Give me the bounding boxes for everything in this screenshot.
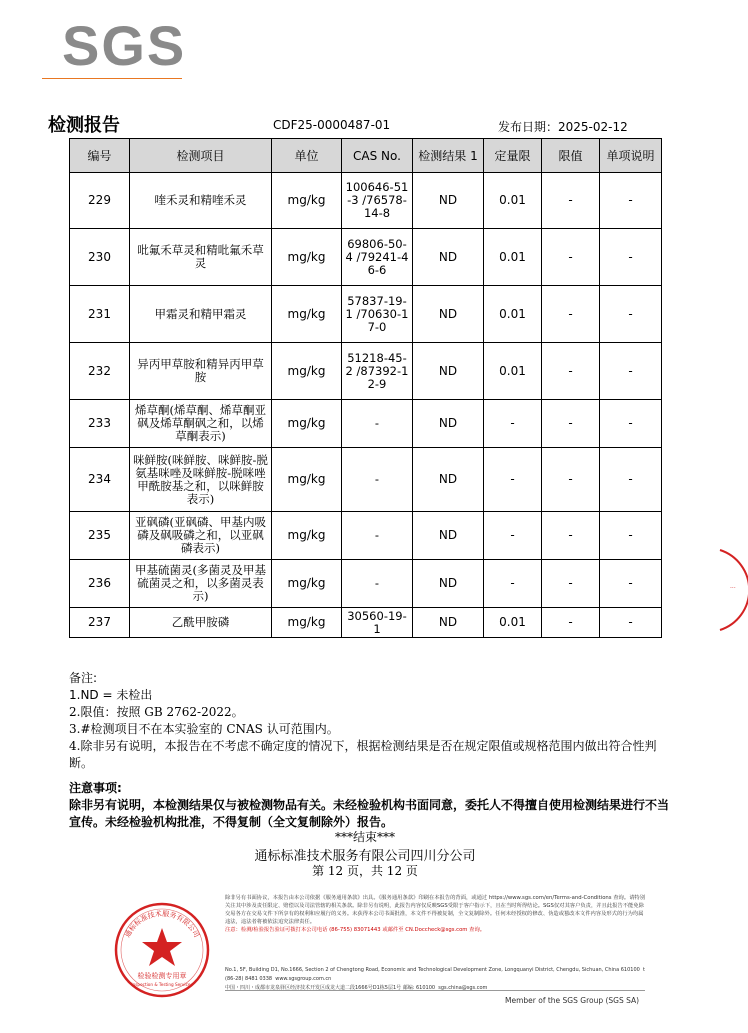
col-header-loq: 定量限 bbox=[484, 139, 542, 173]
cell-limit: - bbox=[542, 229, 600, 286]
cell-no: 233 bbox=[70, 400, 130, 448]
tel: t (86-28) 8481 0338 bbox=[225, 967, 645, 982]
cell-cas: - bbox=[342, 448, 413, 512]
table-header-row bbox=[70, 139, 662, 173]
cell-limit: - bbox=[542, 608, 600, 638]
cell-cas: 30560-19-1 bbox=[342, 608, 413, 638]
table-row bbox=[70, 512, 662, 560]
note-line: 3.#检测项目不在本实验室的 CNAS 认可范围内。 bbox=[69, 722, 339, 736]
cell-no: 229 bbox=[70, 173, 130, 229]
company-name: 通标标准技术服务有限公司四川分公司 bbox=[254, 849, 476, 864]
footer-terms bbox=[225, 894, 645, 934]
end-mark: ***结束*** bbox=[334, 830, 395, 844]
cell-cas: - bbox=[342, 400, 413, 448]
cell-cas: - bbox=[342, 512, 413, 560]
cell-limit: - bbox=[542, 343, 600, 400]
cell-limit: - bbox=[542, 400, 600, 448]
cell-note: - bbox=[600, 173, 662, 229]
cell-unit: mg/kg bbox=[272, 343, 342, 400]
logo-underline bbox=[42, 78, 182, 79]
col-header-cas: CAS No. bbox=[342, 139, 413, 173]
cell-loq: 0.01 bbox=[484, 286, 542, 343]
cell-loq: 0.01 bbox=[484, 608, 542, 638]
table-row bbox=[70, 608, 662, 638]
results-table bbox=[69, 138, 662, 638]
cell-result: ND bbox=[413, 560, 484, 608]
note-line: 2.限值：按照 GB 2762-2022。 bbox=[69, 705, 244, 719]
verification-warning: 注意：检测/检验报告验证可拨打本公司电话 (86-755) 83071443 或邮件至 CN.Doccheck@sgs.com 查询。 bbox=[225, 927, 486, 933]
table-row bbox=[70, 560, 662, 608]
table-row bbox=[70, 448, 662, 512]
cell-unit: mg/kg bbox=[272, 448, 342, 512]
cell-limit: - bbox=[542, 173, 600, 229]
cell-limit: - bbox=[542, 448, 600, 512]
cell-result: ND bbox=[413, 173, 484, 229]
cell-note: - bbox=[600, 400, 662, 448]
cell-limit: - bbox=[542, 560, 600, 608]
attention-text: 除非另有说明，本检测结果仅与被检测物品有关。未经检验机构书面同意，委托人不得擅自使用检测结果进行不当宣传。未经检验机构批准，不得复制（全文复制除外）报告。 bbox=[69, 798, 670, 829]
address-cn: 中国・四川・成都市龙泉驿区经济技术开发区成龙大道二段1666号D1栋5层1号 邮编: 610100 bbox=[225, 985, 436, 991]
cell-unit: mg/kg bbox=[272, 286, 342, 343]
cell-note: - bbox=[600, 512, 662, 560]
member-text: Member of the SGS Group (SGS SA) bbox=[505, 996, 640, 1005]
terms-text: 除非另有书面协议，本报告由本公司依据《服务通用条款》出具。《服务通用条款》印刷在本报告的背面，或通过 https://www.sgs.com/en/Terms-and-Conditions 查询。请特别关注其中涉及责任限定、赔偿以及司法管辖的相关条款。除非另有说明，此报告内容仅反映SGS受限于客户指示下，且在当时所得结论。SGS仅对其客户负责，并且此报告不能免除交易各方在交易文件下所享有的权利和应履行的义务。未获得本公司书面批准，本文件不得被复制，全文复制除外。任何未经授权的修改、伪造或篡改本文件内容及形式的行为均属违法，违法者将被依法追究法律责任。 bbox=[225, 895, 646, 925]
cell-item: 异丙甲草胺和精异丙甲草胺 bbox=[130, 343, 272, 400]
cell-no: 235 bbox=[70, 512, 130, 560]
cell-item: 甲霜灵和精甲霜灵 bbox=[130, 286, 272, 343]
cell-unit: mg/kg bbox=[272, 229, 342, 286]
cell-unit: mg/kg bbox=[272, 400, 342, 448]
cell-loq: - bbox=[484, 448, 542, 512]
cell-loq: 0.01 bbox=[484, 229, 542, 286]
cell-unit: mg/kg bbox=[272, 608, 342, 638]
cell-item: 甲基硫菌灵(多菌灵及甲基硫菌灵之和，以多菌灵表示) bbox=[130, 560, 272, 608]
cell-loq: 0.01 bbox=[484, 173, 542, 229]
cell-item: 咪鲜胺(咪鲜胺、咪鲜胺-脱氨基咪唑及咪鲜胺-脱咪唑甲酰胺基之和，以咪鲜胺表示) bbox=[130, 448, 272, 512]
cell-no: 232 bbox=[70, 343, 130, 400]
col-header-limit: 限值 bbox=[542, 139, 600, 173]
cell-result: ND bbox=[413, 229, 484, 286]
table-row bbox=[70, 400, 662, 448]
company-seal-icon bbox=[112, 900, 212, 1000]
footer-address bbox=[225, 966, 645, 993]
publish-date: 发布日期：2025-02-12 bbox=[498, 120, 628, 134]
cell-cas: - bbox=[342, 560, 413, 608]
col-header-item: 检测项目 bbox=[130, 139, 272, 173]
cell-result: ND bbox=[413, 448, 484, 512]
table-row bbox=[70, 343, 662, 400]
cell-item: 乙酰甲胺磷 bbox=[130, 608, 272, 638]
report-number: CDF25-0000487-01 bbox=[273, 118, 391, 132]
cell-result: ND bbox=[413, 512, 484, 560]
cell-loq: - bbox=[484, 560, 542, 608]
email: sgs.china@sgs.com bbox=[438, 985, 488, 991]
cell-unit: mg/kg bbox=[272, 560, 342, 608]
cell-cas: 51218-45-2 /87392-12-9 bbox=[342, 343, 413, 400]
col-header-note: 单项说明 bbox=[600, 139, 662, 173]
svg-text:通标标准技术服务有限公司: 通标标准技术服务有限公司 bbox=[123, 909, 201, 939]
table-row bbox=[70, 229, 662, 286]
cell-cas: 57837-19-1 /70630-17-0 bbox=[342, 286, 413, 343]
cell-no: 236 bbox=[70, 560, 130, 608]
svg-text:检验检测专用章: 检验检测专用章 bbox=[137, 972, 187, 980]
cell-item: 烯草酮(烯草酮、烯草酮亚砜及烯草酮砜之和，以烯草酮表示) bbox=[130, 400, 272, 448]
cell-result: ND bbox=[413, 343, 484, 400]
notes-heading: 备注: bbox=[69, 671, 98, 685]
notes-section bbox=[69, 670, 669, 772]
page-info: 第 12 页，共 12 页 bbox=[312, 864, 418, 878]
sgs-logo: SGS bbox=[62, 14, 187, 77]
cell-no: 237 bbox=[70, 608, 130, 638]
report-title: 检测报告 bbox=[48, 115, 120, 136]
attention-section bbox=[69, 780, 669, 831]
note-line: 4.除非另有说明，本报告在不考虑不确定度的情况下，根据检测结果是否在规定限值或规格范围内做出符合性判断。 bbox=[69, 739, 657, 770]
attention-heading: 注意事项: bbox=[69, 781, 122, 795]
col-header-no: 编号 bbox=[70, 139, 130, 173]
cell-result: ND bbox=[413, 286, 484, 343]
note-line: 1.ND = 未检出 bbox=[69, 688, 153, 702]
cell-loq: - bbox=[484, 512, 542, 560]
cell-note: - bbox=[600, 343, 662, 400]
cell-unit: mg/kg bbox=[272, 512, 342, 560]
cell-no: 234 bbox=[70, 448, 130, 512]
address-en: No.1, 5F, Building D1, No.1666, Section 2 of Chengtong Road, Economic and Technological Development Zone, Longquanyi District, Chengdu, Sichuan, China 610100 bbox=[225, 967, 640, 973]
cell-loq: - bbox=[484, 400, 542, 448]
cell-cas: 100646-51-3 /76578-14-8 bbox=[342, 173, 413, 229]
cell-note: - bbox=[600, 286, 662, 343]
cell-note: - bbox=[600, 448, 662, 512]
footer-divider bbox=[225, 990, 645, 991]
cell-no: 230 bbox=[70, 229, 130, 286]
table-row bbox=[70, 173, 662, 229]
website: www.sgsgroup.com.cn bbox=[275, 976, 332, 982]
cell-result: ND bbox=[413, 400, 484, 448]
cell-note: - bbox=[600, 608, 662, 638]
cell-item: 吡氟禾草灵和精吡氟禾草灵 bbox=[130, 229, 272, 286]
cell-item: 亚砜磷(亚砜磷、甲基内吸磷及砜吸磷之和，以亚砜磷表示) bbox=[130, 512, 272, 560]
cell-loq: 0.01 bbox=[484, 343, 542, 400]
cell-limit: - bbox=[542, 286, 600, 343]
cell-limit: - bbox=[542, 512, 600, 560]
cell-result: ND bbox=[413, 608, 484, 638]
svg-text:Inspection & Testing Services: Inspection & Testing Services bbox=[131, 982, 193, 987]
col-header-unit: 单位 bbox=[272, 139, 342, 173]
cell-no: 231 bbox=[70, 286, 130, 343]
cell-item: 喹禾灵和精喹禾灵 bbox=[130, 173, 272, 229]
cell-note: - bbox=[600, 560, 662, 608]
edge-seal-icon bbox=[708, 548, 748, 632]
col-header-result: 检测结果 1 bbox=[413, 139, 484, 173]
cell-unit: mg/kg bbox=[272, 173, 342, 229]
cell-note: - bbox=[600, 229, 662, 286]
svg-text:...: ... bbox=[730, 583, 736, 590]
cell-cas: 69806-50-4 /79241-46-6 bbox=[342, 229, 413, 286]
table-row bbox=[70, 286, 662, 343]
